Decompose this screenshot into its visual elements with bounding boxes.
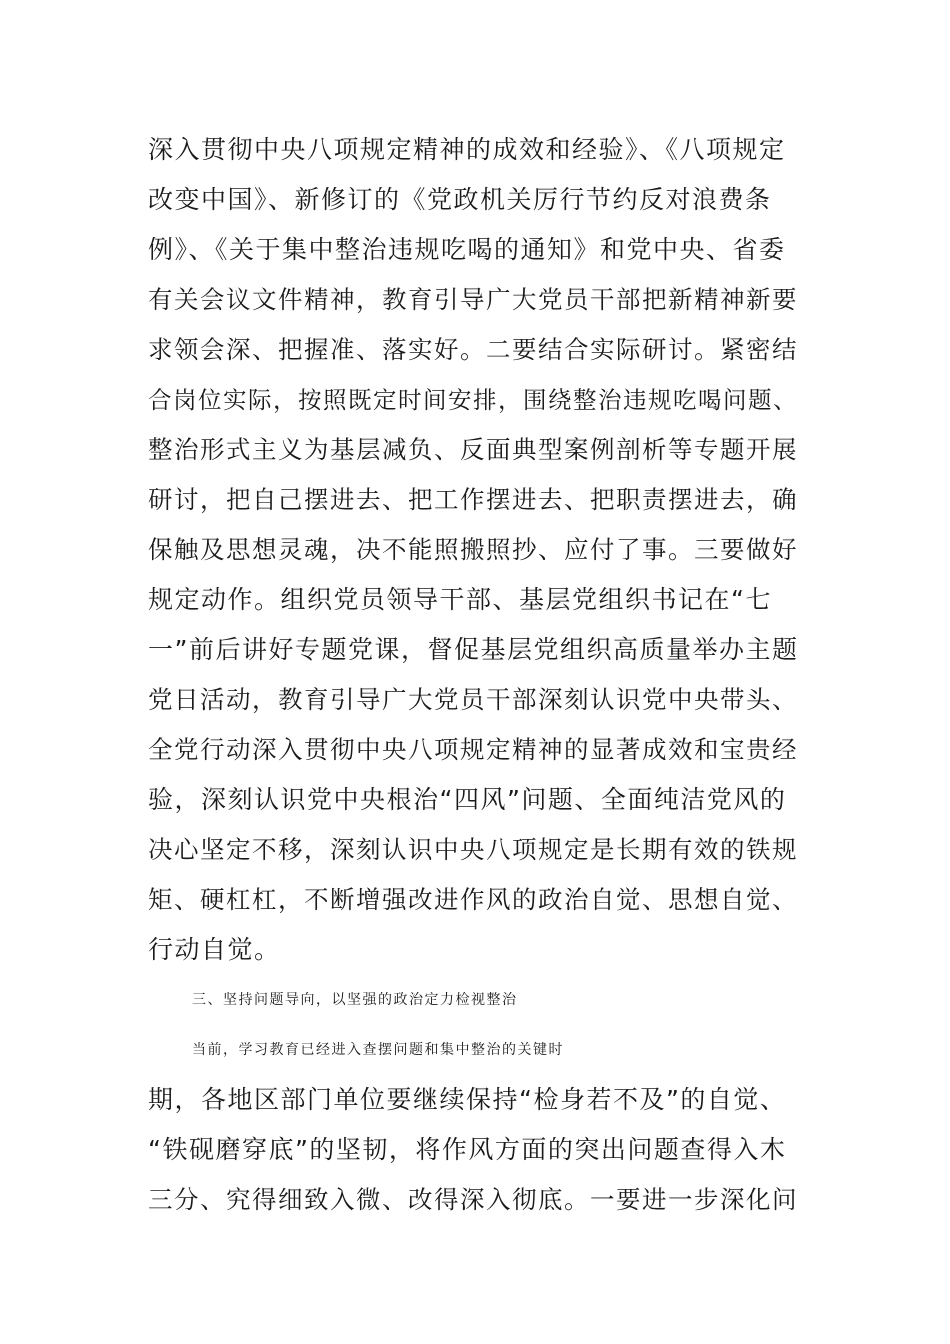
text-line: 求领会深、把握准、落实好。二要结合实际研讨。紧密结 bbox=[148, 335, 798, 364]
text-line: 当前，学习教育已经进入查摆问题和集中整治的关键时 bbox=[192, 1042, 564, 1058]
text-line: 三分、究得细致入微、改得深入彻底。一要进一步深化问 bbox=[148, 1185, 798, 1214]
text-line: 行动自觉。 bbox=[148, 935, 281, 964]
text-line: 合岗位实际，按照既定时间安排，围绕整治违规吃喝问题、 bbox=[148, 386, 798, 414]
section-heading: 三、坚持问题导向，以坚强的政治定力检视整治 bbox=[192, 992, 518, 1008]
text-line: 矩、硬杠杠，不断增强改进作风的政治自觉、思想自觉、 bbox=[148, 885, 798, 914]
text-line: 保触及思想灵魂，决不能照搬照抄、应付了事。三要做好 bbox=[148, 535, 798, 564]
text-line: 全党行动深入贯彻中央八项规定精神的显著成效和宝贵经 bbox=[148, 735, 798, 764]
text-line: 验，深刻认识党中央根治“四风”问题、全面纯洁党风的 bbox=[148, 785, 787, 814]
text-line: 期，各地区部门单位要继续保持“检身若不及”的自觉、 bbox=[148, 1085, 787, 1114]
text-line: 规定动作。组织党员领导干部、基层党组织书记在“七 bbox=[148, 585, 772, 614]
text-line: 改变中国》、新修订的《党政机关厉行节约反对浪费条 bbox=[148, 185, 772, 214]
text-line: 决心坚定不移，深刻认识中央八项规定是长期有效的铁规 bbox=[148, 835, 798, 864]
text-line: 深入贯彻中央八项规定精神的成效和经验》、《八项规定 bbox=[148, 135, 786, 164]
text-line: 整治形式主义为基层减负、反面典型案例剖析等专题开展 bbox=[148, 435, 798, 464]
text-line: 例》、《关于集中整治违规吃喝的通知》和党中央、省委 bbox=[148, 235, 786, 264]
text-line: “铁砚磨穿底”的坚韧，将作风方面的突出问题查得入木 bbox=[148, 1135, 787, 1164]
text-line: 有关会议文件精神，教育引导广大党员干部把新精神新要 bbox=[148, 285, 798, 314]
text-line: 党日活动，教育引导广大党员干部深刻认识党中央带头、 bbox=[148, 685, 798, 714]
text-line: 一”前后讲好专题党课，督促基层党组织高质量举办主题 bbox=[148, 635, 799, 664]
text-line: 研讨，把自己摆进去、把工作摆进去、把职责摆进去，确 bbox=[148, 485, 798, 514]
